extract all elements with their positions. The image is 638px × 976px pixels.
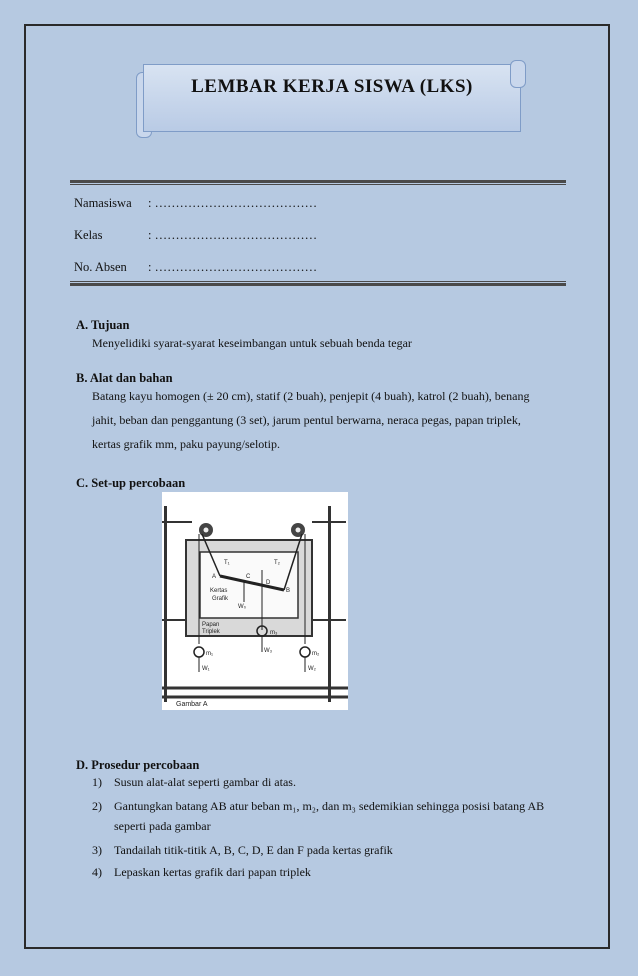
- page-title: LEMBAR KERJA SISWA (LKS): [191, 76, 473, 97]
- label-m2: m₂: [312, 651, 320, 657]
- divider-top: [70, 180, 566, 183]
- step-text: Susun alat-alat seperti gambar di atas.: [114, 775, 296, 789]
- label-kertas: Kertas: [210, 588, 228, 594]
- label-t2: T₂: [274, 560, 280, 566]
- step-number: 4): [92, 865, 102, 879]
- field-kelas: [74, 228, 318, 243]
- label-c: C: [246, 574, 251, 580]
- divider-top-thin: [70, 184, 566, 185]
- title-banner: [143, 64, 521, 132]
- label-papan: Papan: [202, 622, 220, 628]
- label-w1: W₁: [202, 666, 210, 672]
- stand-right: [328, 506, 331, 702]
- label-w3: W₃: [264, 648, 273, 654]
- setup-diagram: [162, 492, 348, 710]
- label-wo: W₀: [238, 604, 247, 610]
- section-a-title: A. Tujuan: [76, 318, 130, 332]
- section-c-title: C. Set-up percobaan: [76, 476, 186, 490]
- weight-m2: [300, 647, 310, 657]
- divider-bottom: [70, 283, 566, 286]
- label-b: B: [286, 588, 291, 594]
- step-number: 2): [92, 799, 102, 813]
- label-w2: W₂: [308, 666, 316, 672]
- label-t1: T₁: [224, 560, 230, 566]
- section-d-title: D. Prosedur percobaan: [76, 758, 200, 772]
- label-a: A: [212, 574, 217, 580]
- step-number: 3): [92, 843, 102, 857]
- field-absen: [74, 260, 318, 275]
- field-label: Namasiswa: [74, 196, 132, 210]
- section-a-body: Menyelidiki syarat-syarat keseimbangan untuk sebuah benda tegar: [92, 336, 412, 350]
- section-b-line: Batang kayu homogen (± 20 cm), statif (2 buah), penjepit (4 buah), katrol (2 buah), benang: [92, 389, 530, 403]
- label-d: D: [266, 580, 271, 586]
- label-triplek: Triplek: [202, 629, 220, 635]
- section-b-body: [92, 384, 562, 456]
- field-blank: : …………………………………: [148, 260, 318, 274]
- figure-caption: Gambar A: [176, 701, 208, 708]
- label-m1: m₁: [206, 651, 214, 657]
- section-b-title: B. Alat dan bahan: [76, 371, 173, 385]
- stand-left: [164, 506, 167, 702]
- label-grafik: Grafik: [212, 596, 229, 602]
- field-namasiswa: [74, 196, 318, 211]
- step-text: Tandailah titik-titik A, B, C, D, E dan F pada kertas grafik: [114, 843, 393, 857]
- section-b-line: kertas grafik mm, paku payung/selotip.: [92, 437, 280, 451]
- field-blank: : …………………………………: [148, 228, 318, 242]
- field-blank: : …………………………………: [148, 196, 318, 210]
- divider-bottom-thin: [70, 281, 566, 282]
- step-text: Gantungkan batang AB atur beban m₁, m₂, dan m₃ sedemikian sehingga posisi batang AB: [114, 799, 545, 813]
- label-m3: m₃: [270, 630, 278, 636]
- step-number: 1): [92, 775, 102, 789]
- step-text: Lepaskan kertas grafik dari papan triplek: [114, 865, 311, 879]
- section-b-line: jahit, beban dan penggantung (3 set), jarum pentul berwarna, neraca pegas, papan triplek,: [92, 413, 521, 427]
- setup-figure: [162, 492, 348, 710]
- field-label: No. Absen: [74, 260, 127, 274]
- field-label: Kelas: [74, 228, 103, 242]
- step-text-continued: seperti pada gambar: [114, 819, 211, 833]
- weight-m1: [194, 647, 204, 657]
